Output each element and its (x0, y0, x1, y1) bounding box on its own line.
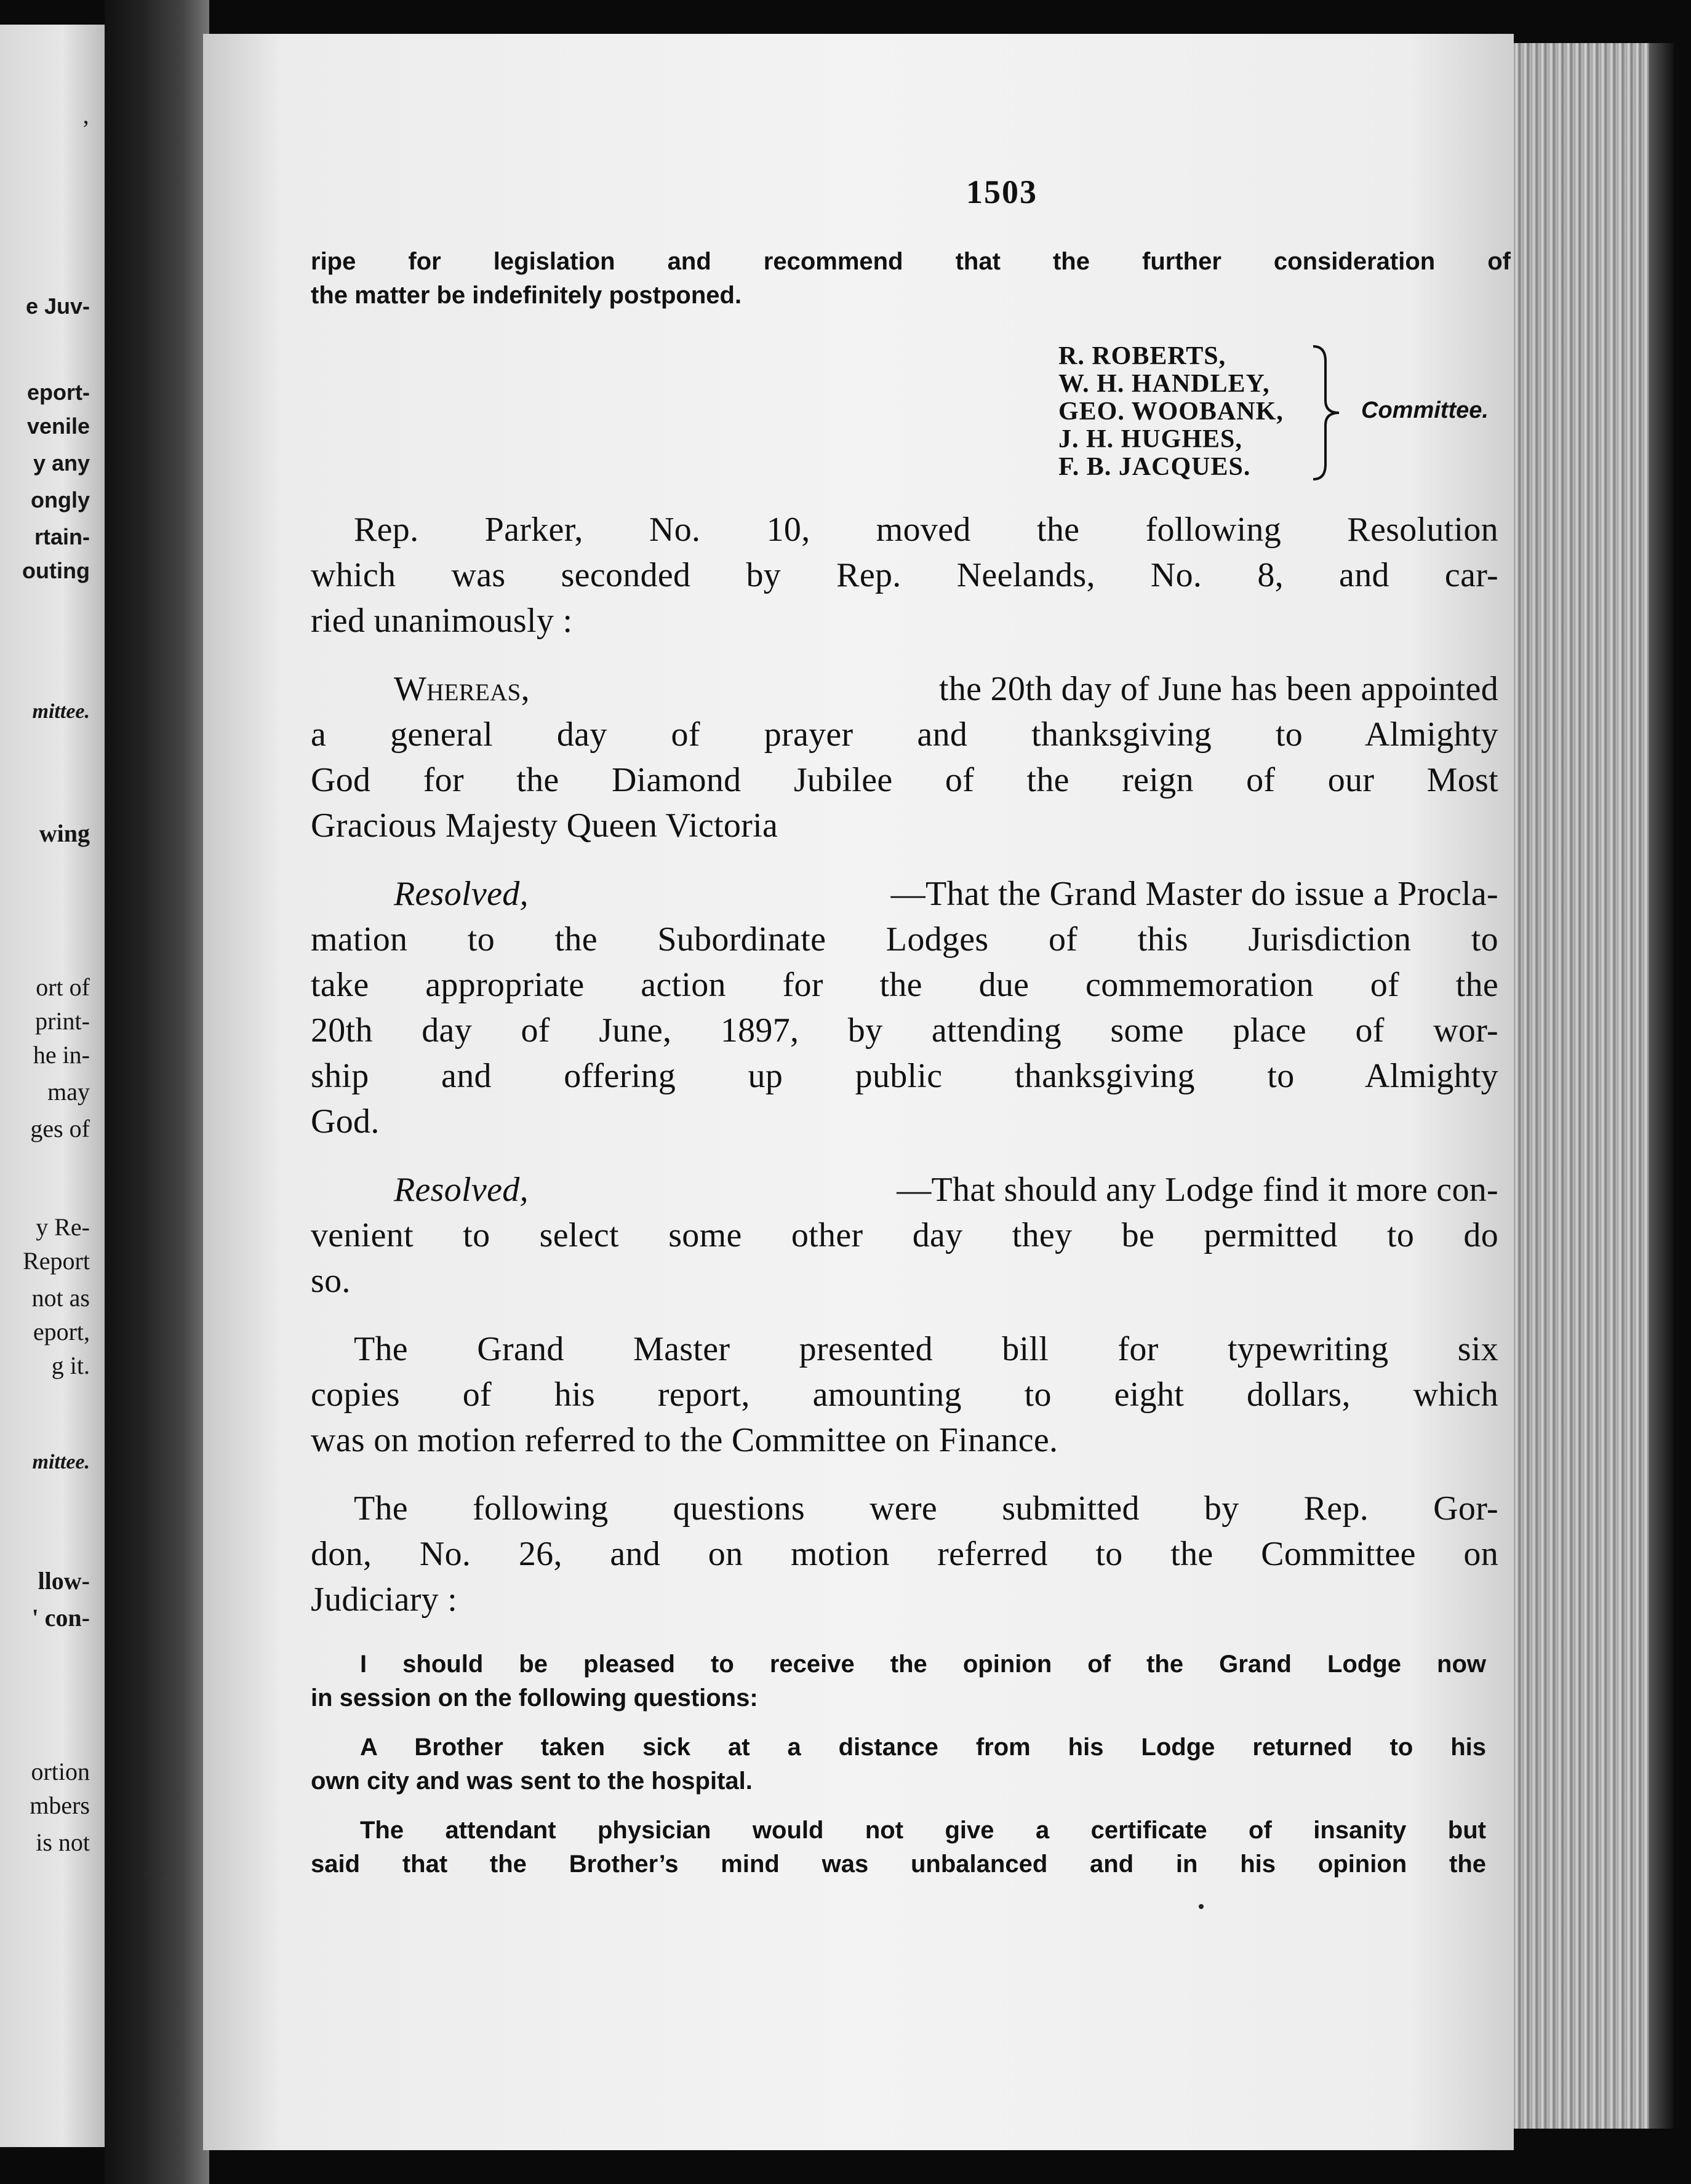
signatory-name: GEO. WOOBANK, (1058, 397, 1284, 426)
quoted-p1-line-1: I should be pleased to receive the opinion of the Grand Lodge now (360, 1651, 1486, 1678)
left-page-text-fragment: wing (39, 819, 90, 847)
resolved1-line-1 (394, 877, 1498, 911)
left-page-text-fragment: eport, (33, 1318, 90, 1345)
motion-line-1: Rep. Parker, No. 10, moved the following Resolution (354, 511, 1498, 549)
signatory-name: R. ROBERTS, (1058, 342, 1226, 370)
left-page-text-fragment: y Re- (36, 1213, 90, 1241)
quoted-p1-line-2: in session on the following questions: (311, 1684, 758, 1712)
bill-line-3: was on motion referred to the Committee on Finance. (311, 1421, 1058, 1459)
left-page-text-fragment: e Juv- (25, 293, 90, 319)
signatory-name: W. H. HANDLEY, (1058, 370, 1270, 398)
resolved2-lead: Resolved, (394, 1171, 529, 1209)
left-page-text-fragment: not as (31, 1284, 90, 1312)
report-intro-line-2: the matter be indefinitely postponed. (311, 282, 742, 309)
committee-label: Committee. (1361, 397, 1489, 423)
left-page-text-fragment: ges of (30, 1115, 90, 1142)
left-page-text-fragment: eport- (27, 380, 90, 405)
left-page-text-fragment: Report (23, 1247, 90, 1275)
left-page-text-fragment: is not (36, 1828, 90, 1856)
resolved2-line-2: venient to select some other day they be permitted to do (311, 1216, 1498, 1254)
bill-line-1: The Grand Master presented bill for typewriting six (354, 1330, 1498, 1368)
resolved2-line-1 (394, 1173, 1498, 1207)
left-page-text-fragment: mittee. (32, 1451, 90, 1473)
resolved1-line-1-text: —That the Grand Master do issue a Procla- (890, 875, 1498, 913)
curly-brace-icon (1311, 344, 1348, 482)
left-page-text-fragment: ort of (36, 973, 90, 1001)
questions-line-2: don, No. 26, and on motion referred to the Committee on (311, 1535, 1498, 1573)
left-page-text-fragment: he in- (33, 1041, 90, 1069)
left-page-text-fragment: ’ (81, 115, 90, 143)
left-page-text-fragment: may (47, 1078, 90, 1106)
resolved1-line-6: God. (311, 1102, 380, 1141)
whereas-line-2: a general day of prayer and thanksgiving to Almighty (311, 715, 1498, 754)
page-number: 1503 (966, 173, 1037, 210)
stacked-page-edges (1514, 43, 1674, 2129)
left-page-text-fragment: mbers (30, 1791, 90, 1819)
left-page-text-fragment: venile (26, 413, 90, 439)
left-page-text-fragment: g it. (51, 1352, 90, 1379)
main-page (203, 34, 1514, 2150)
whereas-lead: Whereas, (394, 670, 530, 708)
whereas-line-3: God for the Diamond Jubilee of the reign of our Most (311, 761, 1498, 799)
resolved1-line-5: ship and offering up public thanksgiving to Almighty (311, 1057, 1498, 1095)
resolved2-line-3: so. (311, 1262, 351, 1300)
left-page-edge (0, 25, 105, 2147)
resolved1-lead: Resolved, (394, 875, 529, 913)
quoted-p3-line-1: The attendant physician would not give a certificate of insanity but (360, 1817, 1486, 1844)
left-page-text-fragment: outing (22, 558, 90, 583)
whereas-line-4: Gracious Majesty Queen Victoria (311, 807, 778, 845)
whereas-line-1-text: the 20th day of June has been appointed (930, 670, 1498, 708)
left-page-text-fragment: llow- (38, 1567, 90, 1595)
left-page-text-fragment: mittee. (32, 700, 90, 723)
scan-speck (1199, 1904, 1204, 1909)
motion-line-2: which was seconded by Rep. Neelands, No. 8, and car- (311, 556, 1498, 594)
left-page-text-fragment: ongly (31, 487, 90, 512)
book-gutter (105, 0, 209, 2184)
bill-line-2: copies of his report, amounting to eight dollars, which (311, 1376, 1498, 1414)
report-intro-line-1: ripe for legislation and recommend that the further consideration of (311, 248, 1511, 275)
motion-line-3: ried unanimously : (311, 602, 573, 640)
resolved1-line-4: 20th day of June, 1897, by attending some place of wor- (311, 1011, 1498, 1050)
resolved1-line-3: take appropriate action for the due commemoration of the (311, 966, 1498, 1004)
left-page-text-fragment: ortion (31, 1758, 90, 1785)
left-page-text-fragment: ' con- (31, 1604, 90, 1632)
signatory-name: F. B. JACQUES. (1058, 453, 1251, 481)
whereas-line-1 (394, 672, 1498, 706)
resolved1-line-2: mation to the Subordinate Lodges of this Jurisdiction to (311, 920, 1498, 958)
left-page-text-fragment: y any (33, 450, 90, 476)
quoted-p3-line-2: said that the Brother’s mind was unbalanced and in his opinion the (311, 1851, 1486, 1878)
quoted-p2-line-1: A Brother taken sick at a distance from his Lodge returned to his (360, 1734, 1486, 1761)
signatory-name: J. H. HUGHES, (1058, 425, 1242, 453)
resolved2-line-1-text: —That should any Lodge find it more con- (897, 1171, 1498, 1209)
left-page-text-fragment: rtain- (34, 524, 90, 549)
quoted-p2-line-2: own city and was sent to the hospital. (311, 1768, 753, 1795)
questions-line-3: Judiciary : (311, 1580, 458, 1619)
questions-line-1: The following questions were submitted by Rep. Gor- (354, 1489, 1498, 1528)
left-page-text-fragment: print- (35, 1007, 90, 1035)
